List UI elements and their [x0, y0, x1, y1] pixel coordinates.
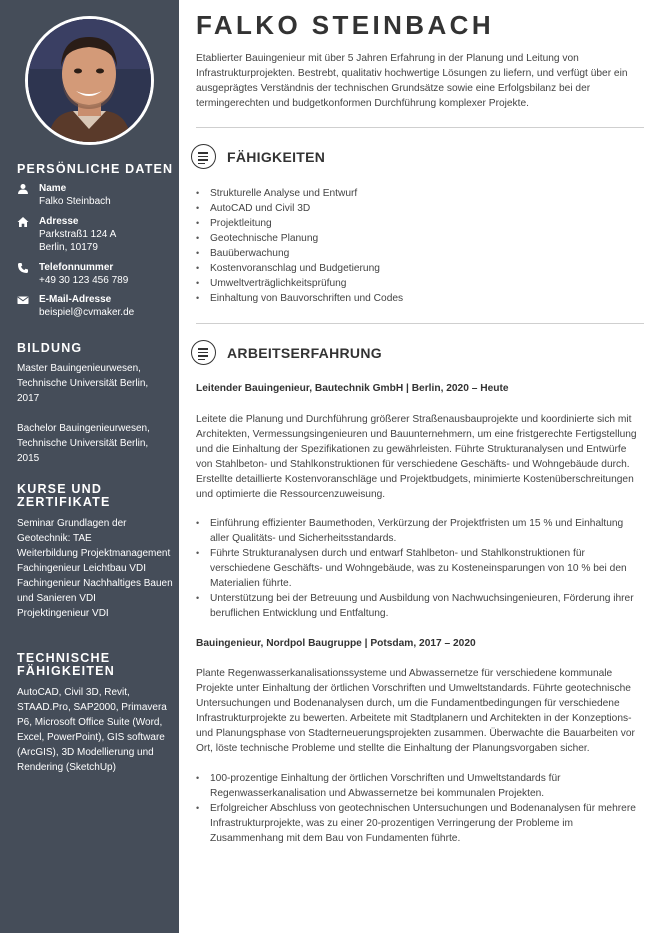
- job-title: Bauingenieur, Nordpol Baugruppe | Potsdam, 2017 – 2020: [196, 638, 476, 649]
- skills-list: [196, 186, 636, 306]
- education-entry: Bachelor Bauingenieurwesen, Technische Universität Berlin, 2015: [17, 423, 150, 464]
- job-description: Leitete die Planung und Durchführung größerer Straßenausbauprojekte und koordinierte sich mit Architekten, Vermessungsingenieuren und Bauunternehmern, um eine fristgerechte Fertigstellung und die Einhaltung der Spezifikationen zu gewährleisten. Führte Strukturanalysen und Entwürfe von Stahlbeton- und Stahlkonstruktionen für verschiedene Geschäfts- und Wohngebäude durch. Erstellte detaillierte Kostenvoranschläge und Projektbudgets, minimierte Kostenüberschreitungen und optimierte die Ressourcenzuweisung.: [196, 414, 637, 500]
- list-item: • Geotechnische Planung: [196, 231, 636, 246]
- experience-heading: ARBEITSERFAHRUNG: [227, 345, 382, 361]
- education-heading: BILDUNG: [17, 341, 83, 355]
- list-item: • AutoCAD und Civil 3D: [196, 201, 636, 216]
- profile-summary: Etablierter Bauingenieur mit über 5 Jahren Erfahrung in der Planung und Leitung von Infrastrukturprojekten. Bestrebt, qualitativ hochwertige Lösungen zu liefern, und verfügt über ein ausgeprägtes Verständnis der technischen Grundsätze sowie eine Erfolgsbilanz bei der termingerechten und budgetkonformen Durchführung komplexer Projekte.: [196, 53, 628, 109]
- tech-skills-text: AutoCAD, Civil 3D, Revit, STAAD.Pro, SAP2000, Primavera P6, Microsoft Office Suite (Word, Excel, PowerPoint), GIS software (ArcGIS), 3D Modellierung und Rendering (SketchUp): [17, 687, 167, 773]
- education-entry: Master Bauingenieurwesen, Technische Universität Berlin, 2017: [17, 363, 149, 404]
- list-item: • Projektleitung: [196, 216, 636, 231]
- email-value: beispiel@cvmaker.de: [39, 307, 135, 318]
- tech-skills-heading: TECHNISCHE FÄHIGKEITEN: [17, 651, 115, 678]
- list-item: • Kostenvoranschlag und Budgetierung: [196, 261, 636, 276]
- mail-icon: [17, 294, 29, 306]
- list-item: • Umweltverträglichkeitsprüfung: [196, 276, 636, 291]
- phone-value: +49 30 123 456 789: [39, 275, 129, 286]
- phone-icon: [17, 262, 29, 274]
- divider: [196, 323, 644, 324]
- candidate-name: FALKO STEINBACH: [196, 10, 494, 40]
- phone-label: Telefonnummer: [39, 262, 114, 273]
- list-icon: [191, 340, 216, 365]
- skills-heading: FÄHIGKEITEN: [227, 149, 326, 165]
- name-value: Falko Steinbach: [39, 196, 111, 207]
- list-item: • Einführung effizienter Baumethoden, Verkürzung der Projektfristen um 15 % und Einhaltung aller Qualitäts- und Sicherheitsstandards.: [196, 516, 642, 546]
- divider: [196, 127, 644, 128]
- profile-photo: [25, 16, 154, 145]
- courses-list: Seminar Grundlagen der Geotechnik: TAE Weiterbildung Projektmanagement Fachingenieur Leichtbau VDI Fachingenieur Nachhaltiges Bauen und Sanieren VDI Projektingenieur VDI: [17, 518, 173, 619]
- job-description: Plante Regenwasserkanalisationssysteme und Abwassernetze für verschiedene kommunale Projekte unter Einhaltung der örtlichen Vorschriften und Umweltstandards. Führte geotechnische Untersuchungen und Bodenanalysen durch, um die Fundamentbedingungen für verschiedene Infrastrukturprojekte zu bewerten. Arbeitete mit Stadtplanern und Architekten in der Konzeptions- und Planungsphase von Stadterneuerungsprojekten zusammen. Überwachte die Bauarbeiten vor Ort, löste technische Probleme und stellte die Einhaltung der Planungsvorgaben sicher.: [196, 668, 635, 754]
- address-label: Adresse: [39, 216, 79, 227]
- list-icon: [191, 144, 216, 169]
- home-icon: [17, 216, 29, 228]
- list-item: • 100-prozentige Einhaltung der örtlichen Vorschriften und Umweltstandards für Regenwasserkanalisation und Abwassernetze bei kommunalen Projekten.: [196, 771, 642, 801]
- person-icon: [17, 183, 29, 195]
- job-achievements: [196, 771, 642, 846]
- education-list: [17, 361, 175, 466]
- list-item: • Führte Strukturanalysen durch und entwarf Stahlbeton- und Stahlkonstruktionen für verschiedene Geschäfts- und Wohngebäude, was zu Kosteneinsparungen von 10 % bei den Materialien führte.: [196, 546, 642, 591]
- email-label: E-Mail-Adresse: [39, 294, 112, 305]
- address-value: Parkstraß1 124 A Berlin, 10179: [39, 229, 117, 253]
- name-label: Name: [39, 183, 67, 194]
- job-title: Leitender Bauingenieur, Bautechnik GmbH | Berlin, 2020 – Heute: [196, 383, 509, 394]
- job-achievements: [196, 516, 642, 621]
- list-item: • Bauüberwachung: [196, 246, 636, 261]
- personal-data-heading: PERSÖNLICHE DATEN: [17, 162, 174, 176]
- list-item: • Einhaltung von Bauvorschriften und Codes: [196, 291, 636, 306]
- list-item: • Unterstützung bei der Betreuung und Ausbildung von Nachwuchsingenieuren, Förderung ihrer beruflichen Entwicklung und Entfaltung.: [196, 591, 642, 621]
- courses-heading: KURSE UND ZERTIFIKATE: [17, 482, 111, 509]
- list-item: • Erfolgreicher Abschluss von geotechnischen Untersuchungen und Bodenanalysen für mehrere Infrastrukturprojekte, was zu einer 20-prozentigen Verringerung der Probleme im Zusammenhang mit dem Bau von Fundamenten führte.: [196, 801, 642, 846]
- sidebar: [0, 0, 179, 933]
- list-item: • Strukturelle Analyse und Entwurf: [196, 186, 636, 201]
